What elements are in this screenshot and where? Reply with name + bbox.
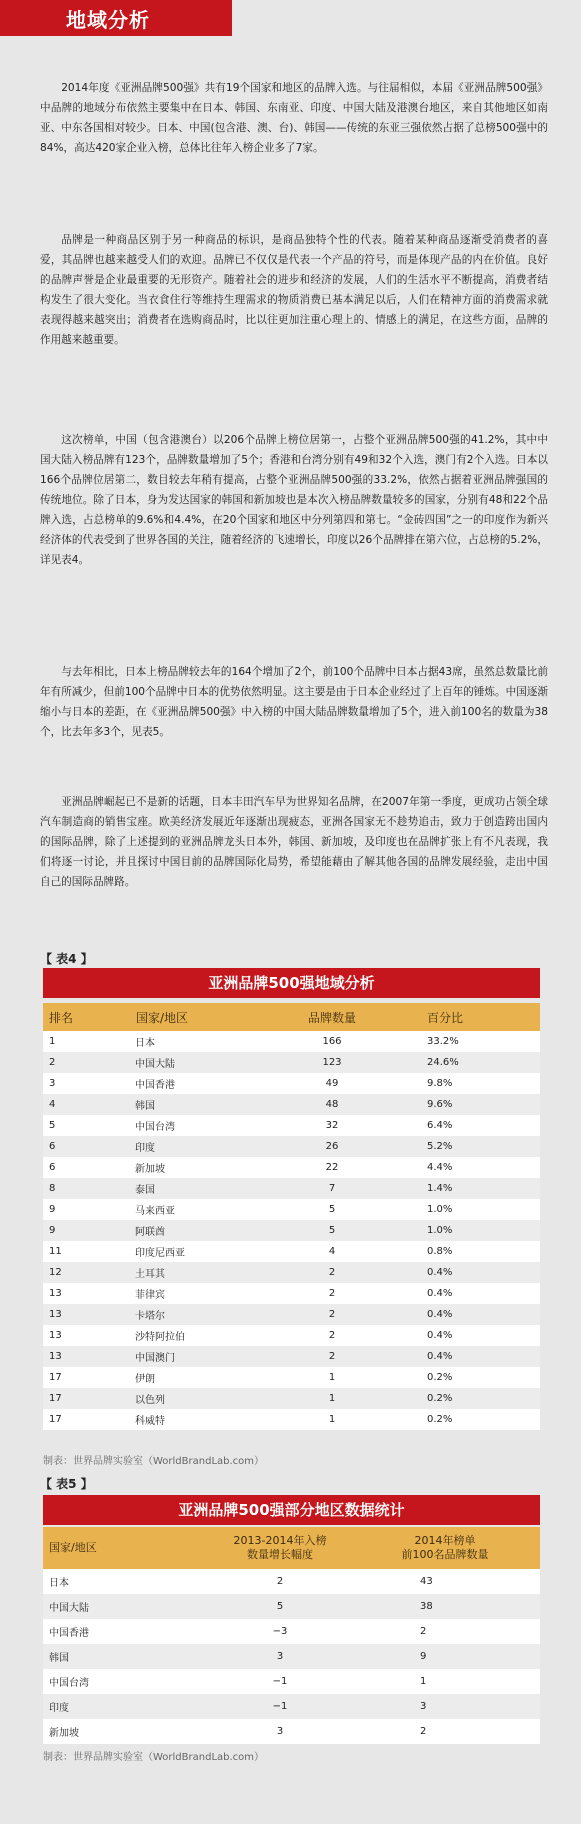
percent-cell: 1.0% <box>387 1220 540 1241</box>
table4-header-region: 国家/地区 <box>135 1003 277 1031</box>
paragraph-5: 亚洲品牌崛起已不是新的话题，日本丰田汽车早为世界知名品牌，在2007年第一季度，更成功占领全球汽车制造商的销售宝座。欧美经济发展近年逐渐出现疲态，亚洲各国家无不趁势追击，致力于创造跨出国内的国际品牌，除了上述提到的亚洲品牌龙头日本外，韩国、新加坡，及印度也在品牌扩张上有不凡表现，我们将逐一讨论，并且探讨中国目前的品牌国际化局势，希望能藉由了解其他各国的品牌发展经验，走出中国自己的国际品牌路。 <box>40 796 548 888</box>
table-row <box>43 1694 540 1719</box>
percent-cell: 0.2% <box>387 1388 540 1409</box>
rank-cell: 13 <box>43 1325 135 1346</box>
table5-header-region: 国家/地区 <box>43 1527 210 1569</box>
table-row <box>43 1388 540 1409</box>
count-cell: 166 <box>277 1031 387 1052</box>
table-row <box>43 1178 540 1199</box>
paragraph-1: 2014年度《亚洲品牌500强》共有19个国家和地区的品牌入选。与往届相似，本届《亚洲品牌500强》中品牌的地域分布依然主要集中在日本、韩国、东南亚、印度、中国大陆及港澳台地区，来自其他地区如南亚、中东各国相对较少。日本、中国(包含港、澳、台)、韩国——传统的东亚三强依然占据了总榜500强中的84%，高达420家企业入榜，总体比往年入榜企业多了7家。 <box>40 82 548 154</box>
count-cell: 2 <box>277 1325 387 1346</box>
region-cell: 中国香港 <box>43 1619 210 1644</box>
percent-cell: 4.4% <box>387 1157 540 1178</box>
region-cell: 日本 <box>135 1031 277 1052</box>
table-row <box>43 1346 540 1367</box>
table-row <box>43 1052 540 1073</box>
table-row <box>43 1409 540 1430</box>
paragraph-3: 这次榜单，中国（包含港澳台）以206个品牌上榜位居第一，占整个亚洲品牌500强的41.2%，其中中国大陆入榜品牌有123个，品牌数量增加了5个；香港和台湾分别有49和32个入选，澳门有2个入选。日本以166个品牌位居第二，数目较去年稍有提高，占整个亚洲品牌500强的33.2%，依然占据着亚洲品牌强国的传统地位。除了日本，身为发达国家的韩国和新加坡也是本次入榜品牌数量较多的国家，分别有48和22个品牌入选，占总榜单的9.6%和4.4%，在20个国家和地区中分列第四和第七。“金砖四国”之一的印度作为新兴经济体的代表受到了世界各国的关注，随着经济的飞速增长，印度以26个品牌排在第六位，占总榜的5.2%，详见表4。 <box>40 434 548 566</box>
growth-cell: −3 <box>210 1619 350 1644</box>
count-cell: 1 <box>277 1388 387 1409</box>
growth-cell: 3 <box>210 1719 350 1744</box>
paragraph-2: 品牌是一种商品区别于另一种商品的标识，是商品独特个性的代表。随着某种商品逐渐受消费者的喜爱，其品牌也越来越受人们的欢迎。品牌已不仅仅是代表一个产品的符号，而是体现产品的内在价值。良好的品牌声誉是企业最重要的无形资产。随着社会的进步和经济的发展，人们的生活水平不断提高，消费者结构发生了很大变化。当衣食住行等维持生理需求的物质消费已基本满足以后，人们在精神方面的消费需求就表现得越来越突出；消费者在选购商品时，比以往更加注重心理上的、情感上的满足，在这些方面，品牌的作用越来越重要。 <box>40 234 548 346</box>
percent-cell: 0.8% <box>387 1241 540 1262</box>
table5-header-top100: 2014年榜单 前100名品牌数量 <box>350 1527 540 1569</box>
count-cell: 49 <box>277 1073 387 1094</box>
region-cell: 印度 <box>43 1694 210 1719</box>
table-row <box>43 1094 540 1115</box>
percent-cell: 5.2% <box>387 1136 540 1157</box>
region-cell: 卡塔尔 <box>135 1304 277 1325</box>
rank-cell: 13 <box>43 1304 135 1325</box>
rank-cell: 9 <box>43 1199 135 1220</box>
rank-cell: 17 <box>43 1388 135 1409</box>
table-row <box>43 1594 540 1619</box>
count-cell: 2 <box>277 1283 387 1304</box>
table5-source: 制表：世界品牌实验室（WorldBrandLab.com） <box>43 1752 265 1763</box>
region-cell: 中国台湾 <box>43 1669 210 1694</box>
rank-cell: 1 <box>43 1031 135 1052</box>
table-row <box>43 1619 540 1644</box>
region-cell: 土耳其 <box>135 1262 277 1283</box>
count-cell: 2 <box>277 1304 387 1325</box>
percent-cell: 9.6% <box>387 1094 540 1115</box>
count-cell: 26 <box>277 1136 387 1157</box>
region-cell: 韩国 <box>135 1094 277 1115</box>
region-cell: 印度尼西亚 <box>135 1241 277 1262</box>
paragraph-4: 与去年相比，日本上榜品牌较去年的164个增加了2个，前100个品牌中日本占据43席，虽然总数量比前年有所减少，但前100个品牌中日本的优势依然明显。这主要是由于日本企业经过了上百年的锤炼。中国逐渐缩小与日本的差距，在《亚洲品牌500强》中入榜的中国大陆品牌数量增加了5个，进入前100名的数量为38个，比去年多3个，见表5。 <box>40 666 548 738</box>
percent-cell: 0.4% <box>387 1325 540 1346</box>
table-row <box>43 1220 540 1241</box>
table4 <box>43 1003 540 1430</box>
percent-cell: 33.2% <box>387 1031 540 1052</box>
top100-cell: 43 <box>350 1569 540 1594</box>
table-row <box>43 1283 540 1304</box>
table4-header-count: 品牌数量 <box>277 1003 387 1031</box>
table4-body <box>43 1031 540 1430</box>
table-row <box>43 1199 540 1220</box>
count-cell: 32 <box>277 1115 387 1136</box>
region-cell: 新加坡 <box>135 1157 277 1178</box>
table5 <box>43 1527 540 1744</box>
growth-cell: 5 <box>210 1594 350 1619</box>
top100-cell: 2 <box>350 1719 540 1744</box>
region-cell: 中国香港 <box>135 1073 277 1094</box>
percent-cell: 6.4% <box>387 1115 540 1136</box>
table5-header-row <box>43 1527 540 1569</box>
top100-cell: 38 <box>350 1594 540 1619</box>
region-cell: 阿联酋 <box>135 1220 277 1241</box>
count-cell: 7 <box>277 1178 387 1199</box>
rank-cell: 13 <box>43 1346 135 1367</box>
table5-title: 亚洲品牌500强部分地区数据统计 <box>43 1495 540 1525</box>
rank-cell: 12 <box>43 1262 135 1283</box>
growth-cell: 2 <box>210 1569 350 1594</box>
growth-cell: −1 <box>210 1669 350 1694</box>
rank-cell: 11 <box>43 1241 135 1262</box>
rank-cell: 8 <box>43 1178 135 1199</box>
table-row <box>43 1719 540 1744</box>
region-cell: 以色列 <box>135 1388 277 1409</box>
count-cell: 2 <box>277 1346 387 1367</box>
top100-cell: 2 <box>350 1619 540 1644</box>
table-row <box>43 1644 540 1669</box>
region-cell: 沙特阿拉伯 <box>135 1325 277 1346</box>
count-cell: 123 <box>277 1052 387 1073</box>
top100-cell: 9 <box>350 1644 540 1669</box>
rank-cell: 6 <box>43 1157 135 1178</box>
rank-cell: 9 <box>43 1220 135 1241</box>
table-row <box>43 1241 540 1262</box>
growth-cell: −1 <box>210 1694 350 1719</box>
table-row <box>43 1569 540 1594</box>
percent-cell: 0.2% <box>387 1367 540 1388</box>
rank-cell: 5 <box>43 1115 135 1136</box>
top100-cell: 1 <box>350 1669 540 1694</box>
table4-source: 制表：世界品牌实验室（WorldBrandLab.com） <box>43 1456 265 1467</box>
table4-header-percent: 百分比 <box>387 1003 540 1031</box>
table-row <box>43 1262 540 1283</box>
table-row <box>43 1304 540 1325</box>
table4-header-row <box>43 1003 540 1031</box>
region-cell: 中国澳门 <box>135 1346 277 1367</box>
table4-title: 亚洲品牌500强地域分析 <box>43 968 540 998</box>
region-cell: 中国大陆 <box>135 1052 277 1073</box>
percent-cell: 24.6% <box>387 1052 540 1073</box>
region-cell: 日本 <box>43 1569 210 1594</box>
growth-cell: 3 <box>210 1644 350 1669</box>
region-cell: 伊朗 <box>135 1367 277 1388</box>
region-cell: 新加坡 <box>43 1719 210 1744</box>
count-cell: 5 <box>277 1220 387 1241</box>
count-cell: 22 <box>277 1157 387 1178</box>
percent-cell: 9.8% <box>387 1073 540 1094</box>
region-cell: 泰国 <box>135 1178 277 1199</box>
region-cell: 马来西亚 <box>135 1199 277 1220</box>
table-row <box>43 1669 540 1694</box>
table-row <box>43 1325 540 1346</box>
table-row <box>43 1136 540 1157</box>
top100-cell: 3 <box>350 1694 540 1719</box>
rank-cell: 2 <box>43 1052 135 1073</box>
table5-body <box>43 1569 540 1744</box>
count-cell: 4 <box>277 1241 387 1262</box>
rank-cell: 4 <box>43 1094 135 1115</box>
table4-label: 【 表4 】 <box>40 952 93 966</box>
table-row <box>43 1073 540 1094</box>
percent-cell: 0.4% <box>387 1304 540 1325</box>
percent-cell: 0.4% <box>387 1346 540 1367</box>
rank-cell: 13 <box>43 1283 135 1304</box>
page-title: 地域分析 <box>66 8 150 32</box>
count-cell: 1 <box>277 1409 387 1430</box>
table5-header-growth: 2013-2014年入榜 数量增长幅度 <box>210 1527 350 1569</box>
region-cell: 科威特 <box>135 1409 277 1430</box>
region-cell: 韩国 <box>43 1644 210 1669</box>
count-cell: 48 <box>277 1094 387 1115</box>
rank-cell: 17 <box>43 1367 135 1388</box>
count-cell: 1 <box>277 1367 387 1388</box>
percent-cell: 0.4% <box>387 1283 540 1304</box>
table-row <box>43 1367 540 1388</box>
table4-header-rank: 排名 <box>43 1003 135 1031</box>
percent-cell: 0.4% <box>387 1262 540 1283</box>
rank-cell: 6 <box>43 1136 135 1157</box>
percent-cell: 0.2% <box>387 1409 540 1430</box>
region-cell: 中国台湾 <box>135 1115 277 1136</box>
rank-cell: 3 <box>43 1073 135 1094</box>
table-row <box>43 1115 540 1136</box>
region-cell: 中国大陆 <box>43 1594 210 1619</box>
count-cell: 2 <box>277 1262 387 1283</box>
count-cell: 5 <box>277 1199 387 1220</box>
region-cell: 菲律宾 <box>135 1283 277 1304</box>
table5-label: 【 表5 】 <box>40 1477 93 1491</box>
table-row <box>43 1157 540 1178</box>
percent-cell: 1.0% <box>387 1199 540 1220</box>
rank-cell: 17 <box>43 1409 135 1430</box>
percent-cell: 1.4% <box>387 1178 540 1199</box>
table-row <box>43 1031 540 1052</box>
region-cell: 印度 <box>135 1136 277 1157</box>
